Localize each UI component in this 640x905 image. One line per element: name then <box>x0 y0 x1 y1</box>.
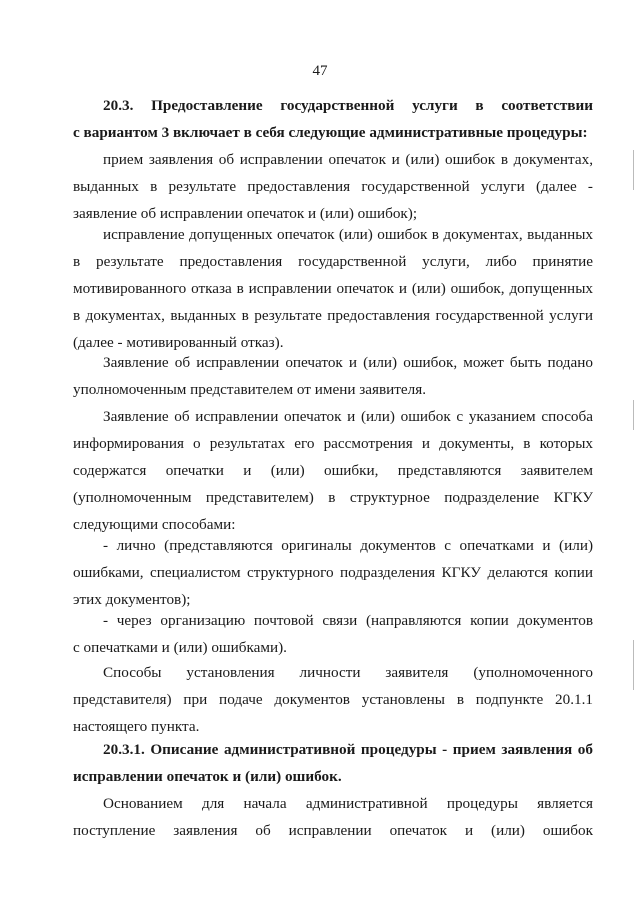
text-line: в документах, выданных в результате предоставления государственной услуги <box>73 307 593 324</box>
text-line: выданных в результате предоставления государственной услуги (далее - <box>73 178 593 195</box>
text-line: - лично (представляются оригиналы документов с опечатками и (или) <box>103 537 593 554</box>
text-line: мотивированного отказа в исправлении опечаток и (или) ошибок, допущенных <box>73 280 593 297</box>
text-line: настоящего пункта. <box>73 718 200 735</box>
text-line: с вариантом 3 включает в себя следующие административные процедуры: <box>73 124 588 141</box>
paragraph-by-mail <box>73 607 593 661</box>
text-line: заявление об исправлении опечаток и (или) ошибок); <box>73 205 418 222</box>
text-line: ошибками, специалистом структурного подразделения КГКУ делаются копии <box>73 564 593 581</box>
text-line: информирования о результатах его рассмотрения и документы, в которых <box>73 435 593 452</box>
text-line: 20.3.1. Описание административной процедуры - прием заявления об <box>103 741 593 758</box>
text-line: уполномоченным представителем от имени заявителя. <box>73 381 427 398</box>
text-line: Способы установления личности заявителя (уполномоченного <box>103 664 593 681</box>
paragraph-identification <box>73 659 593 740</box>
text-line: Заявление об исправлении опечаток и (или) ошибок, может быть подано <box>103 354 593 371</box>
text-line: исправлении опечаток и (или) ошибок. <box>73 768 342 785</box>
paragraph-item-1 <box>73 146 593 227</box>
text-line: - через организацию почтовой связи (направляются копии документов <box>103 612 593 629</box>
text-line: представителя) при подаче документов установлены в подпункте 20.1.1 <box>73 691 593 708</box>
paragraph-in-person <box>73 532 593 613</box>
text-line: 20.3. Предоставление государственной услуги в соответствии <box>103 97 593 114</box>
text-line: (уполномоченным представителем) в структурное подразделение КГКУ <box>73 489 593 506</box>
page-number: 47 <box>312 63 328 79</box>
text-line: в результате предоставления государственной услуги, либо принятие <box>73 253 593 270</box>
paragraph-submission <box>73 403 593 538</box>
paragraph-item-2 <box>73 221 593 356</box>
section-heading-20-3 <box>73 92 593 146</box>
scan-edge-mark <box>633 640 634 690</box>
paragraph-representative <box>73 349 593 403</box>
section-heading-20-3-1 <box>73 736 593 790</box>
scan-edge-mark <box>633 150 634 190</box>
text-line: прием заявления об исправлении опечаток и (или) ошибок в документах, <box>103 151 593 168</box>
text-line: исправление допущенных опечаток (или) ошибок в документах, выданных <box>103 226 593 243</box>
text-line: с опечатками и (или) ошибками). <box>73 639 287 656</box>
text-line: этих документов); <box>73 591 191 608</box>
text-line: (далее - мотивированный отказ). <box>73 334 284 351</box>
text-line: Заявление об исправлении опечаток и (или) ошибок с указанием способа <box>103 408 593 425</box>
text-line: поступление заявления об исправлении опечаток и (или) ошибок <box>73 822 593 839</box>
scan-edge-mark <box>633 400 634 430</box>
text-line: содержатся опечатки и (или) ошибки, представляются заявителем <box>73 462 593 479</box>
text-line: следующими способами: <box>73 516 236 533</box>
text-line: Основанием для начала административной процедуры является <box>103 795 593 812</box>
paragraph-basis <box>73 790 593 844</box>
